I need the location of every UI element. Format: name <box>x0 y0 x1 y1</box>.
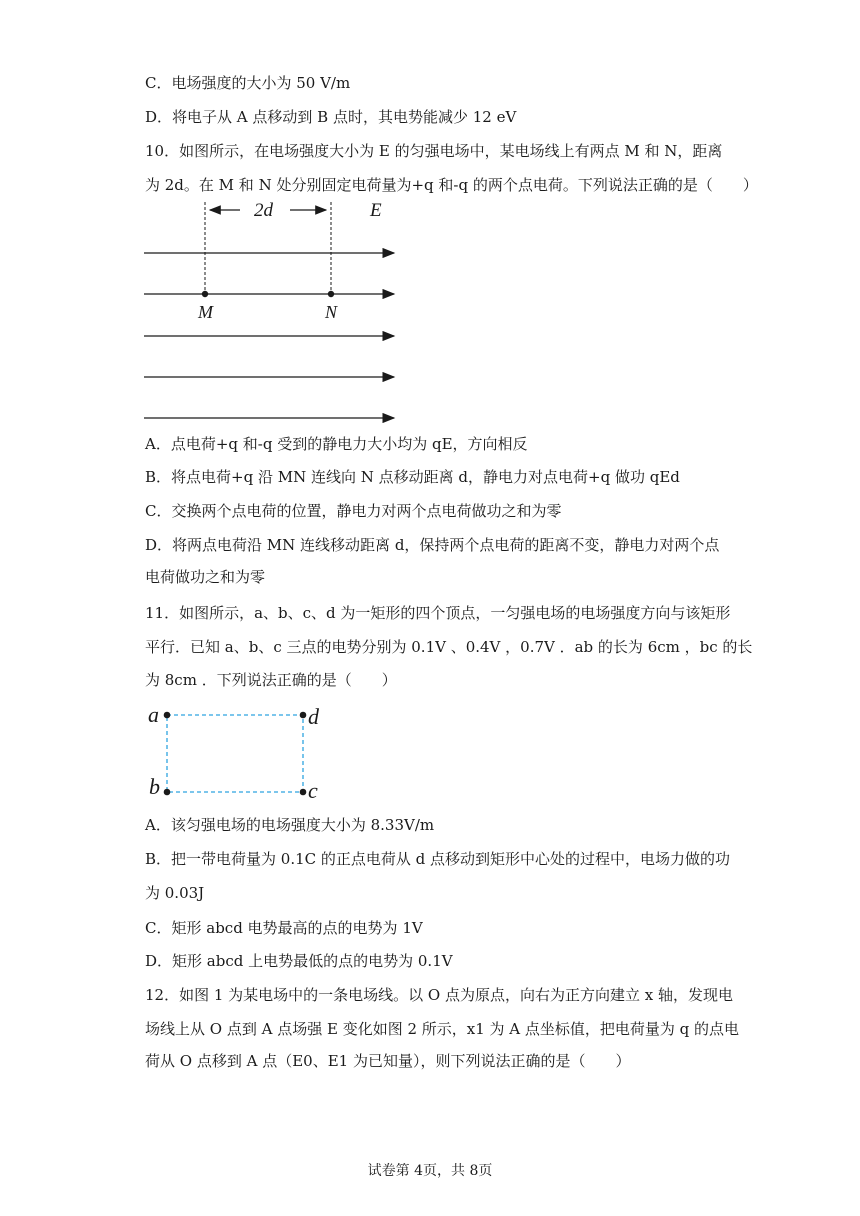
q11-option-d: D．矩形 abcd 上电势最低的点的电势为 0.1V <box>145 952 453 970</box>
q10-point-n-label: N <box>325 302 338 322</box>
q11-stem-line3: 为 8cm ．下列说法正确的是（ ） <box>145 671 397 689</box>
q10-distance-label: 2d <box>254 200 273 221</box>
q10-stem-line1: 10．如图所示，在电场强度大小为 E 的匀强电场中，某电场线上有两点 M 和 N，距离 <box>145 142 723 160</box>
q12-stem-line2: 场线上从 O 点到 A 点场强 E 变化如图 2 所示，x1 为 A 点坐标值，把电荷量为 q 的点电 <box>145 1020 740 1038</box>
q11-vertex-d-label: d <box>308 704 319 729</box>
q11-vertex-a-label: a <box>148 702 159 727</box>
q11-option-c: C．矩形 abcd 电势最高的点的电势为 1V <box>145 919 423 937</box>
q10-field-figure <box>140 196 405 426</box>
q11-vertex-c-label: c <box>308 778 318 803</box>
q12-stem-line3: 荷从 O 点移到 A 点（E0、E1 为已知量），则下列说法正确的是（ ） <box>145 1052 631 1070</box>
q10-option-d-line2: 电荷做功之和为零 <box>145 568 266 586</box>
page-footer: 试卷第 4页，共 8页 <box>367 1163 493 1179</box>
q10-field-label: E <box>370 200 382 221</box>
q11-stem-line2: 平行．已知 a、b、c 三点的电势分别为 0.1V 、0.4V ，0.7V ．ab 的长为 6cm ，bc 的长 <box>145 638 753 656</box>
q11-vertex-b-label: b <box>149 774 160 799</box>
q10-option-c: C．交换两个点电荷的位置，静电力对两个点电荷做功之和为零 <box>145 502 562 520</box>
q10-option-d-line1: D．将两点电荷沿 MN 连线移动距离 d，保持两个点电荷的距离不变，静电力对两个点 <box>145 536 720 554</box>
q10-point-m-label: M <box>198 302 213 322</box>
q10-option-b: B．将点电荷+q 沿 MN 连线向 N 点移动距离 d，静电力对点电荷+q 做功 qEd <box>145 468 680 486</box>
q11-option-b-line1: B．把一带电荷量为 0.1C 的正点电荷从 d 点移动到矩形中心处的过程中，电场力做的功 <box>145 850 731 868</box>
q9-option-d: D．将电子从 A 点移动到 B 点时，其电势能减少 12 eV <box>145 108 517 126</box>
q11-option-a: A．该匀强电场的电场强度大小为 8.33V/m <box>145 816 435 834</box>
q10-option-a: A．点电荷+q 和-q 受到的静电力大小均为 qE，方向相反 <box>145 435 528 453</box>
q12-stem-line1: 12．如图 1 为某电场中的一条电场线。以 O 点为原点，向右为正方向建立 x 轴，发现电 <box>145 986 733 1004</box>
q9-option-c: C．电场强度的大小为 50 V/m <box>145 74 351 92</box>
q11-option-b-line2: 为 0.03J <box>145 884 205 902</box>
q11-rectangle-figure <box>145 700 330 805</box>
q11-stem-line1: 11．如图所示，a、b、c、d 为一矩形的四个顶点，一匀强电场的电场强度方向与该矩形 <box>145 604 731 622</box>
q10-stem-line2: 为 2d。在 M 和 N 处分别固定电荷量为+q 和-q 的两个点电荷。下列说法正确的是（ ） <box>145 176 758 194</box>
